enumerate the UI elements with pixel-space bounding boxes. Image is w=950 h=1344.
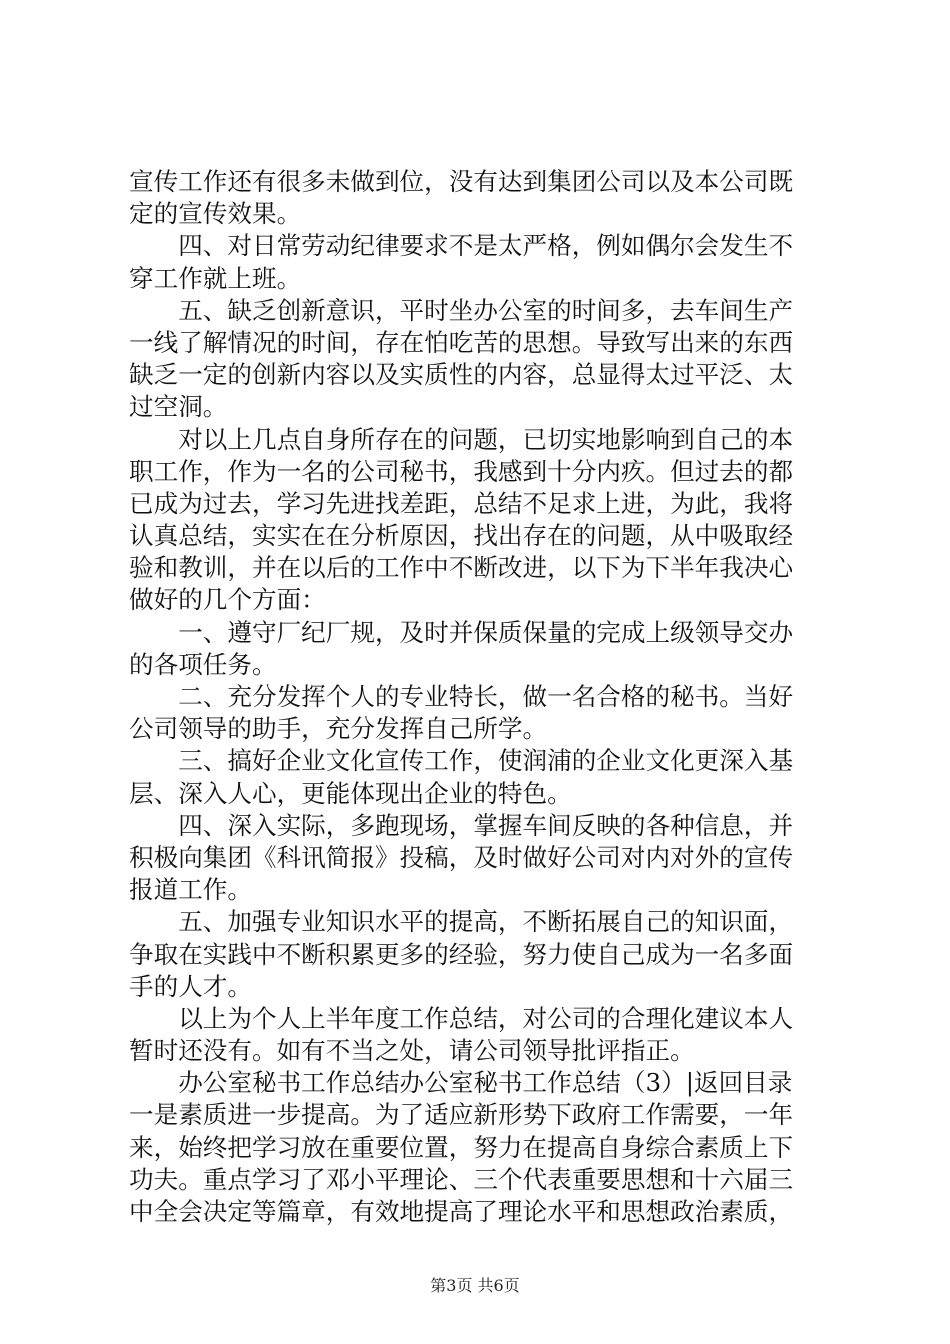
page-number-footer: 第3页 共6页	[430, 1276, 520, 1295]
body-text-line: 四、对日常劳动纪律要求不是太严格，例如偶尔会发生不	[129, 231, 794, 261]
body-text-line: 层、深入人心，更能体现出企业的特色。	[129, 778, 572, 808]
body-text-line: 一线了解情况的时间，存在怕吃苦的思想。导致写出来的东西	[129, 327, 794, 357]
body-text-line: 暂时还没有。如有不当之处，请公司领导批评指正。	[129, 1036, 695, 1066]
body-text-line: 中全会决定等篇章，有效地提高了理论水平和思想政治素质，	[129, 1197, 794, 1226]
body-text-line: 五、加强专业知识水平的提高，不断拓展自己的知识面，	[129, 907, 794, 937]
body-text-line: 定的宣传效果。	[129, 199, 302, 229]
body-text-line: 公司领导的助手，充分发挥自己所学。	[129, 714, 548, 744]
body-text-line: 来，始终把学习放在重要位置，努力在提高自身综合素质上下	[129, 1132, 794, 1162]
body-text-line: 对以上几点自身所存在的问题，已切实地影响到自己的本	[129, 424, 794, 454]
body-text-line: 宣传工作还有很多未做到位，没有达到集团公司以及本公司既	[129, 167, 794, 196]
body-text-line: 办公室秘书工作总结办公室秘书工作总结（3）|返回目录	[129, 1068, 793, 1098]
body-text-line: 已成为过去，学习先进找差距，总结不足求上进，为此，我将	[129, 488, 794, 518]
body-text-line: 积极向集团《科讯简报》投稿，及时做好公司对内对外的宣传	[129, 842, 794, 872]
body-text-line: 认真总结，实实在在分析原因，找出存在的问题，从中吸取经	[129, 521, 794, 551]
body-text-line: 过空洞。	[129, 392, 228, 422]
body-text-line: 穿工作就上班。	[129, 263, 302, 293]
body-text-line: 五、缺乏创新意识，平时坐办公室的时间多，去车间生产	[129, 295, 794, 325]
document-body	[129, 166, 829, 1228]
body-text-line: 争取在实践中不断积累更多的经验，努力使自己成为一名多面	[129, 939, 794, 969]
body-text-line: 报道工作。	[129, 875, 252, 905]
body-text-line: 职工作，作为一名的公司秘书，我感到十分内疚。但过去的都	[129, 456, 794, 486]
body-text-line: 缺乏一定的创新内容以及实质性的内容，总显得太过平泛、太	[129, 360, 794, 390]
body-text-line: 的各项任务。	[129, 649, 277, 679]
body-text-line: 手的人才。	[129, 971, 252, 1001]
body-text-line: 验和教训，并在以后的工作中不断改进，以下为下半年我决心	[129, 553, 794, 583]
body-text-line: 二、充分发挥个人的专业特长，做一名合格的秘书。当好	[129, 682, 794, 711]
body-text-line: 以上为个人上半年度工作总结，对公司的合理化建议本人	[129, 1003, 794, 1033]
body-text-line: 一是素质进一步提高。为了适应新形势下政府工作需要，一年	[129, 1100, 794, 1130]
body-text-line: 三、搞好企业文化宣传工作，使润浦的企业文化更深入基	[129, 746, 794, 776]
body-text-line: 四、深入实际，多跑现场，掌握车间反映的各种信息，并	[129, 810, 794, 840]
body-text-line: 做好的几个方面：	[129, 585, 326, 615]
body-text-line: 功夫。重点学习了邓小平理论、三个代表重要思想和十六届三	[129, 1164, 794, 1194]
body-text-line: 一、遵守厂纪厂规，及时并保质保量的完成上级领导交办	[129, 617, 794, 647]
